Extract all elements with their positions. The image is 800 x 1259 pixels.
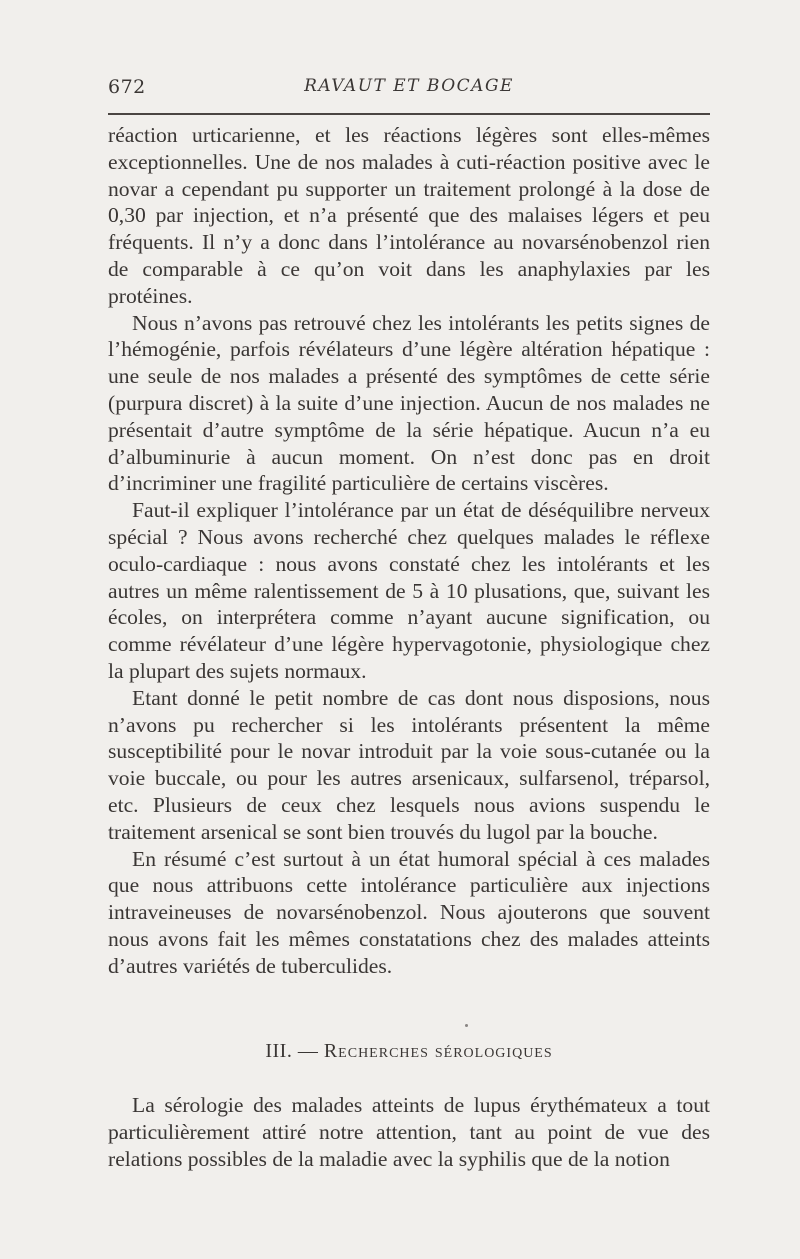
header-rule (108, 113, 710, 115)
section-heading (108, 1040, 710, 1063)
page-header (108, 76, 710, 102)
main-text (108, 122, 710, 980)
paragraph: Nous n’avons pas retrouvé chez les intolérants les petits signes de l’hémogénie, parfois révélateurs d’une légère altération hépatique : une seule de nos malades a présenté des symptômes de cette série (purpura discret) à la suite d’une injection. Aucun de nos malades ne présentait d’autre symptôme de la série hépatique. Aucun n’a eu d’albuminurie à aucun moment. On n’est donc pas en droit d’incriminer une fragilité particulière de certains viscères. (108, 310, 710, 496)
section-number: III. — (265, 1040, 319, 1062)
section-text (108, 1092, 710, 1172)
page-number: 672 (108, 76, 146, 98)
section-title: Recherches sérologiques (323, 1040, 553, 1062)
paragraph: Faut-il expliquer l’intolérance par un état de déséquilibre nerveux spécial ? Nous avons recherché chez quelques malades le réflexe oculo-cardiaque : nous avons constaté chez les intolérants et les autres un même ralentissement de 5 à 10 plusations, que, suivant les écoles, on interprétera comme n’ayant aucune signification, ou comme révélateur d’une légère hypervagotonie, physiologique chez la plupart des sujets normaux. (108, 498, 710, 683)
paragraph: réaction urticarienne, et les réactions légères sont elles-mêmes exceptionnelles. Une de nos malades à cuti-réaction positive avec le novar a cependant pu supporter un traitement prolongé à la dose de 0,30 par injection, et n’a présenté que des malaises légers et peu fréquents. Il n’y a donc dans l’intolérance au novarsénobenzol rien de comparable à ce qu’on voit dans les anaphylaxies par les protéines. (108, 123, 710, 308)
paragraph: Etant donné le petit nombre de cas dont nous disposions, nous n’avons pu rechercher si les intolérants présentent la même susceptibilité pour le novar introduit par la voie sous-cutanée ou la voie buccale, ou pour les autres arsenicaux, sulfarsenol, tréparsol, etc. Plusieurs de ceux chez lesquels nous avions suspendu le traitement arsenical se sont bien trouvés du lugol par la bouche. (108, 685, 710, 844)
paper-speck (465, 1024, 468, 1027)
paragraph: La sérologie des malades atteints de lupus érythémateux a tout particulièrement attiré notre attention, tant au point de vue des relations possibles de la maladie avec la syphilis que de la notion (108, 1093, 710, 1171)
running-title: RAVAUT ET BOCAGE (304, 76, 514, 96)
paragraph: En résumé c’est surtout à un état humoral spécial à ces malades que nous attribuons cette intolérance particulière aux injections intraveineuses de novarsénobenzol. Nous ajouterons que souvent nous avons fait les mêmes constatations chez des malades atteints d’autres variétés de tuberculides. (108, 846, 710, 978)
